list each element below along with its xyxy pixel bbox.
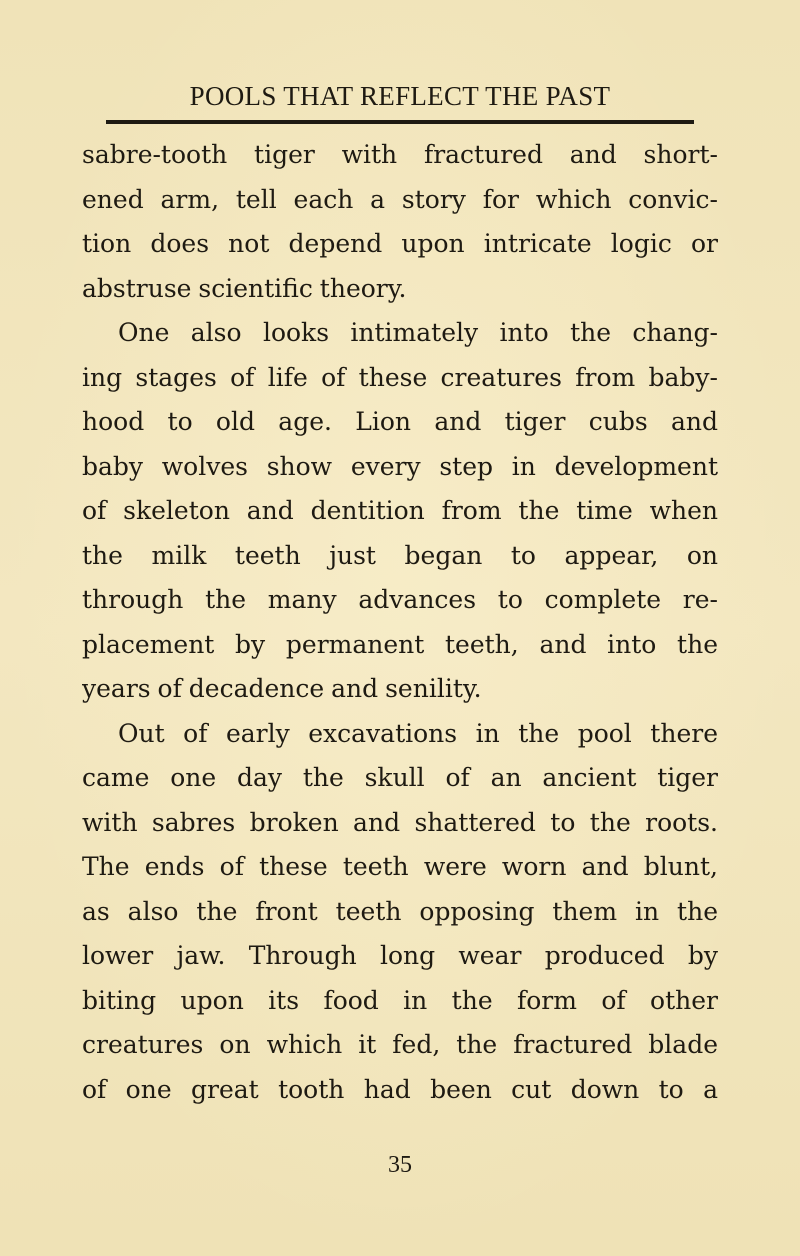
page-number: 35 bbox=[388, 1152, 412, 1178]
text-line: baby wolves show every step in development bbox=[82, 451, 718, 481]
text-line: years of decadence and senility. bbox=[82, 674, 482, 703]
text-line: Out of early excavations in the pool there bbox=[118, 718, 718, 748]
text-line: ened arm, tell each a story for which convic- bbox=[82, 184, 718, 214]
text-line: of one great tooth had been cut down to a bbox=[82, 1074, 718, 1104]
text-line: with sabres broken and shattered to the roots. bbox=[82, 807, 718, 837]
body-text bbox=[82, 133, 718, 1112]
text-line: creatures on which it fed, the fractured blade bbox=[82, 1030, 718, 1059]
text-line: of skeleton and dentition from the time when bbox=[82, 496, 718, 525]
text-line: the milk teeth just began to appear, on bbox=[82, 540, 718, 570]
text-line: The ends of these teeth were worn and blunt, bbox=[82, 852, 718, 881]
text-line: through the many advances to complete re- bbox=[82, 585, 718, 614]
header-rule bbox=[106, 120, 694, 124]
text-line: abstruse scientific theory. bbox=[82, 273, 407, 303]
text-line: sabre-tooth tiger with fractured and short- bbox=[82, 140, 718, 169]
text-line: tion does not depend upon intricate logic or bbox=[82, 229, 718, 258]
text-line: lower jaw. Through long wear produced by bbox=[82, 941, 718, 970]
text-line: hood to old age. Lion and tiger cubs and bbox=[82, 407, 718, 436]
text-line: One also looks intimately into the chang- bbox=[118, 318, 718, 347]
text-line: biting upon its food in the form of other bbox=[82, 985, 718, 1015]
running-head: POOLS THAT REFLECT THE PAST bbox=[189, 81, 611, 111]
text-line: as also the front teeth opposing them in the bbox=[82, 896, 718, 926]
text-line: came one day the skull of an ancient tiger bbox=[82, 763, 718, 792]
text-line: placement by permanent teeth, and into the bbox=[82, 629, 718, 659]
text-line: ing stages of life of these creatures from baby- bbox=[82, 362, 718, 392]
